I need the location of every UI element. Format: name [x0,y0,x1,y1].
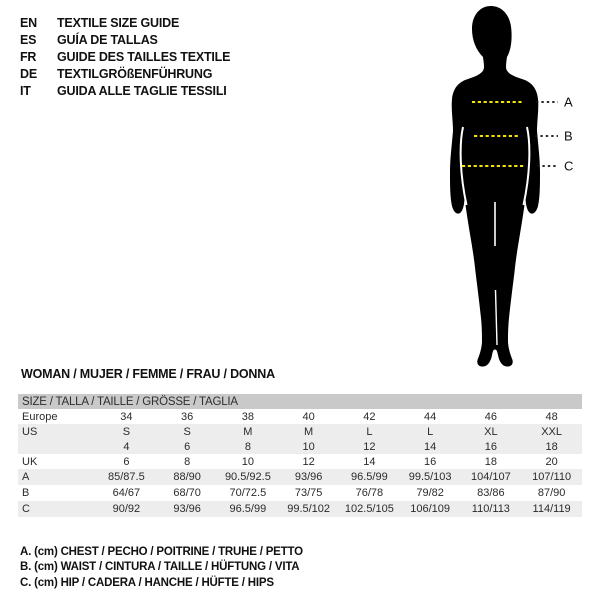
size-cell: 99.5/103 [400,469,461,485]
size-cell: 18 [521,439,582,454]
section-title: WOMAN / MUJER / FEMME / FRAU / DONNA [21,367,275,381]
size-cell: 6 [123,455,130,468]
language-code: DE [20,67,37,81]
size-table-header-row [18,394,582,409]
legend-waist: B. (cm) WAIST / CINTURA / TAILLE / HÜFTUNG / VITA [20,561,300,574]
size-cell: M [278,424,339,439]
measure-label-a: A [564,94,573,110]
size-table [18,394,582,517]
language-row [20,32,230,49]
size-cell: 87/90 [537,487,566,499]
row-label [18,439,96,454]
measure-label-b: B [564,128,573,144]
size-cell: 99.5/102 [278,501,339,517]
size-cell: 107/110 [521,469,582,485]
size-cell: 73/75 [294,487,323,499]
size-cell: 34 [120,410,133,423]
size-cell: 46 [484,410,497,423]
size-table-row [18,439,582,454]
size-cell: XL [461,424,522,439]
size-cell: L [339,424,400,439]
size-cell: 96.5/99 [339,469,400,485]
row-label: A [18,469,96,485]
language-row [20,83,230,100]
size-cell: 8 [184,455,191,468]
language-code: ES [20,33,37,47]
language-label: TEXTILGRÖßENFÜHRUNG [57,67,213,81]
language-code: IT [20,84,31,98]
size-cell: 79/82 [416,487,444,499]
size-cell: S [157,424,218,439]
size-cell: 48 [545,410,558,423]
language-row [20,49,230,66]
size-cell: 76/78 [355,487,384,499]
row-label: US [18,424,96,439]
size-cell: 38 [241,410,254,423]
size-cell: 44 [424,410,437,423]
size-cell: 93/96 [278,469,339,485]
size-table-row [18,485,582,501]
language-label: GUIDE DES TAILLES TEXTILE [57,50,231,64]
size-cell: L [400,424,461,439]
legend-hip: C. (cm) HIP / CADERA / HANCHE / HÜFTE / HIPS [20,576,274,589]
measurement-legend [20,545,303,591]
size-table-header: SIZE / TALLA / TAILLE / GRÖSSE / TAGLIA [18,394,582,409]
size-cell: 110/113 [461,501,522,517]
woman-silhouette-icon [440,0,600,380]
row-label: Europe [22,410,58,423]
size-cell: 83/86 [477,487,505,499]
row-label: C [18,501,96,517]
size-cell: 6 [157,439,218,454]
size-cell: 20 [545,455,558,468]
size-cell: XXL [521,424,582,439]
language-row [20,66,230,83]
size-table-row [18,501,582,517]
size-table-row [18,424,582,439]
size-cell: 104/107 [461,469,522,485]
size-cell: 90/92 [96,501,157,517]
size-cell: 12 [302,455,315,468]
size-cell: 96.5/99 [218,501,279,517]
woman-silhouette-figure [440,0,600,380]
size-cell: 88/90 [157,469,218,485]
size-cell: 12 [339,439,400,454]
size-cell: 14 [400,439,461,454]
row-label: UK [22,455,38,468]
size-cell: 93/96 [157,501,218,517]
size-cell: 4 [96,439,157,454]
size-cell: 36 [181,410,194,423]
language-label: GUÍA DE TALLAS [57,33,158,47]
size-cell: 18 [484,455,497,468]
language-label: TEXTILE SIZE GUIDE [57,16,180,30]
language-code: EN [20,16,37,30]
size-cell: M [218,424,279,439]
size-table-row [18,454,582,469]
size-cell: 70/72.5 [229,487,267,499]
size-cell: 10 [278,439,339,454]
language-label: GUIDA ALLE TAGLIE TESSILI [57,84,227,98]
size-cell: 64/67 [112,487,141,499]
language-row [20,15,230,32]
size-cell: 16 [461,439,522,454]
size-cell: 68/70 [173,487,201,499]
language-list [20,15,230,100]
size-cell: 42 [363,410,376,423]
size-cell: 10 [241,455,254,468]
size-cell: 8 [218,439,279,454]
size-cell: 40 [302,410,315,423]
size-table-body [18,394,582,517]
measure-label-c: C [564,158,574,174]
language-code: FR [20,50,37,64]
size-cell: 90.5/92.5 [218,469,279,485]
size-table-row [18,409,582,424]
size-cell: 16 [424,455,437,468]
size-cell: 102.5/105 [339,501,400,517]
size-cell: 85/87.5 [96,469,157,485]
size-table-row [18,469,582,485]
legend-chest: A. (cm) CHEST / PECHO / POITRINE / TRUHE / PETTO [20,546,303,558]
size-cell: 106/109 [400,501,461,517]
row-label: B [22,487,30,499]
size-cell: 14 [363,455,376,468]
size-cell: 114/119 [521,501,582,517]
size-cell: S [96,424,157,439]
